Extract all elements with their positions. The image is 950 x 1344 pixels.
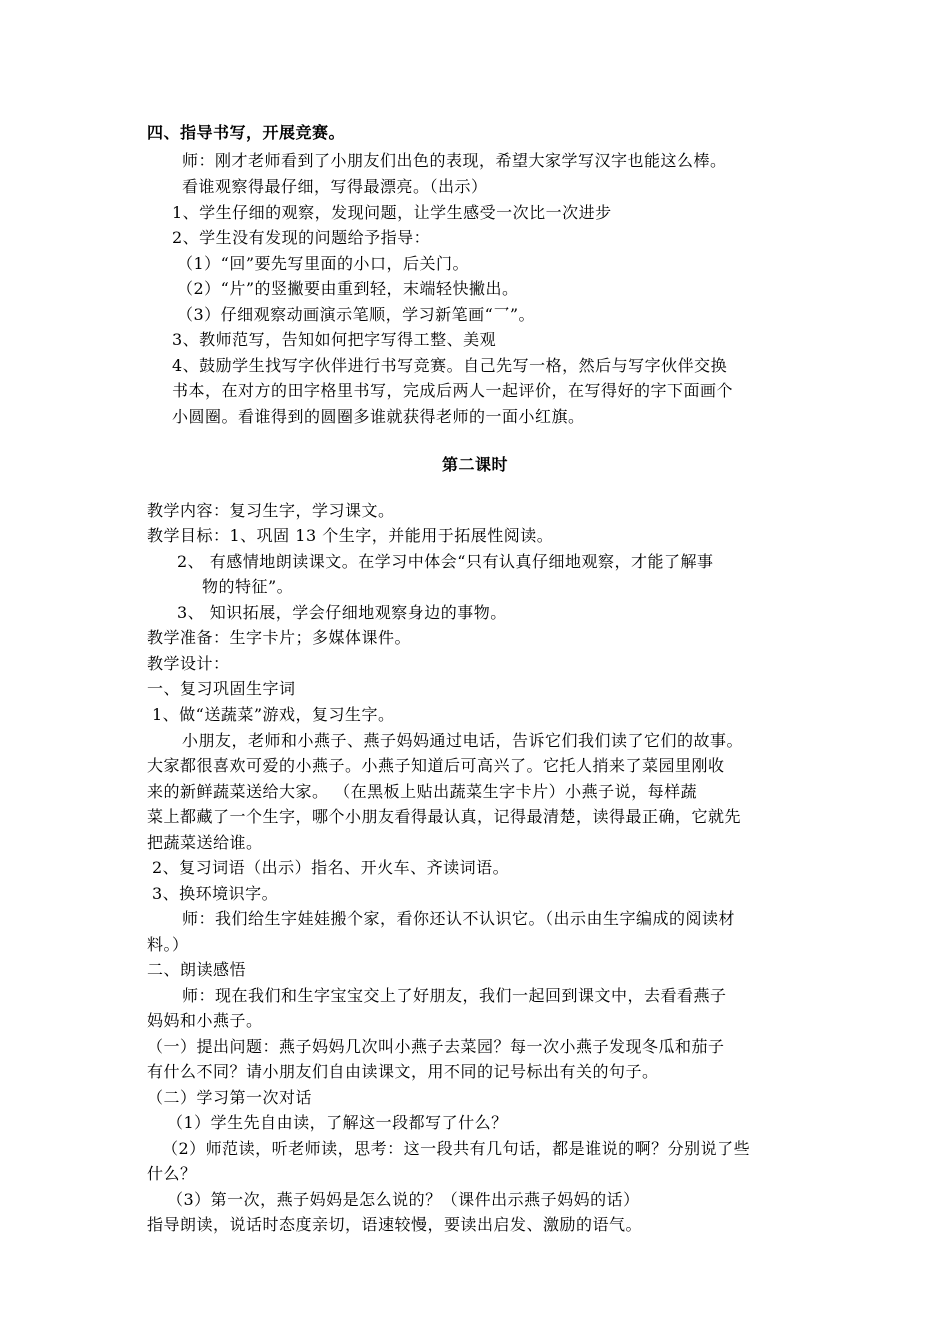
lesson2-line-8: 一、复习巩固生字词	[147, 679, 296, 698]
lesson2-line-18: 料。）	[147, 935, 189, 954]
section4-line-8: 3、教师范写，告知如何把字写得工整、美观	[172, 330, 497, 349]
lesson2-line-7: 教学设计：	[147, 654, 230, 673]
lesson2-line-6: 教学准备：生字卡片；多媒体课件。	[147, 628, 412, 647]
lesson2-line-13: 菜上都藏了一个生字，哪个小朋友看得最认真，记得最清楚，读得最正确，它就先	[147, 807, 742, 826]
lesson2-line-28: （3）第一次，燕子妈妈是怎么说的？（课件出示燕子妈妈的话）	[167, 1190, 640, 1209]
lesson2-line-14: 把蔬菜送给谁。	[147, 833, 263, 852]
lesson2-title: 第二课时	[441, 455, 508, 474]
lesson2-line-19: 二、朗读感悟	[147, 960, 247, 979]
section4-line-10: 书本，在对方的田字格里书写，完成后两人一起评价，在写得好的字下面画个	[172, 381, 734, 400]
section4-line-1: 师：刚才老师看到了小朋友们出色的表现，希望大家学写汉字也能这么棒。	[182, 151, 727, 170]
lesson2-line-22: （一）提出问题：燕子妈妈几次叫小燕子去菜园？每一次小燕子发现冬瓜和茄子	[147, 1037, 725, 1056]
lesson2-line-23: 有什么不同？请小朋友们自由读课文，用不同的记号标出有关的句子。	[147, 1062, 659, 1081]
lesson2-line-29: 指导朗读，说话时态度亲切，语速较慢，要读出启发、激励的语气。	[147, 1215, 643, 1234]
lesson2-line-24: （二）学习第一次对话	[147, 1088, 313, 1107]
lesson2-line-21: 妈妈和小燕子。	[147, 1011, 263, 1030]
lesson2-line-12: 来的新鲜蔬菜送给大家。 （在黑板上贴出蔬菜生字卡片）小燕子说，每样蔬	[147, 782, 698, 801]
lesson2-line-20: 师：现在我们和生字宝宝交上了好朋友，我们一起回到课文中，去看看燕子	[182, 986, 727, 1005]
section4-heading: 四、指导书写，开展竞赛。	[147, 123, 346, 142]
lesson2-line-1: 教学内容：复习生字，学习课文。	[147, 501, 395, 520]
lesson2-line-25: （1）学生先自由读，了解这一段都写了什么？	[167, 1113, 508, 1132]
lesson2-line-15: 2、复习词语（出示）指名、开火车、齐读词语。	[152, 858, 510, 877]
section4-line-6: （2）“片”的竖撇要由重到轻，末端轻快撇出。	[177, 279, 519, 298]
lesson2-line-2: 教学目标：1、巩固 13 个生字，并能用于拓展性阅读。	[147, 526, 554, 545]
lesson2-line-26: （2）师范读，听老师读，思考：这一段共有几句话，都是谁说的啊？分别说了些	[162, 1139, 751, 1158]
lesson2-line-11: 大家都很喜欢可爱的小燕子。小燕子知道后可高兴了。它托人捎来了菜园里刚收	[147, 756, 725, 775]
lesson2-line-17: 师：我们给生字娃娃搬个家，看你还认不认识它。（出示由生字编成的阅读材	[182, 909, 736, 928]
section4-line-5: （1）“回”要先写里面的小口，后关门。	[177, 254, 470, 273]
lesson2-line-16: 3、换环境识字。	[152, 884, 279, 903]
section4-line-4: 2、学生没有发现的问题给予指导：	[172, 228, 431, 247]
lesson2-line-4: 物的特征”。	[202, 577, 294, 596]
lesson2-line-5: 3、 知识拓展，学会仔细地观察身边的事物。	[177, 603, 507, 622]
lesson2-line-27: 什么？	[147, 1164, 197, 1183]
section4-line-3: 1、学生仔细的观察，发现问题，让学生感受一次比一次进步	[172, 203, 612, 222]
lesson2-line-3: 2、 有感情地朗读课文。在学习中体会“只有认真仔细地观察，才能了解事	[177, 552, 714, 571]
section4-line-9: 4、鼓励学生找写字伙伴进行书写竞赛。自己先写一格，然后与写字伙伴交换	[172, 356, 728, 375]
section4-line-2: 看谁观察得最仔细，写得最漂亮。（出示）	[182, 177, 488, 196]
section4-line-7: （3）仔细观察动画演示笔顺，学习新笔画“乛”。	[177, 305, 536, 324]
lesson2-line-9: 1、做“送蔬菜”游戏，复习生字。	[152, 705, 395, 724]
section4-line-11: 小圆圈。看谁得到的圆圈多谁就获得老师的一面小红旗。	[172, 407, 585, 426]
lesson2-line-10: 小朋友，老师和小燕子、燕子妈妈通过电话，告诉它们我们读了它们的故事。	[182, 731, 744, 750]
